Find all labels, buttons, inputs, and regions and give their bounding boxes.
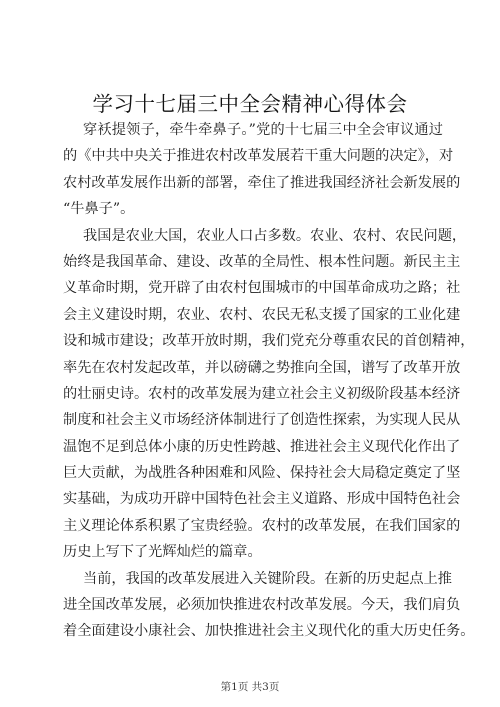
paragraph-1-line-4: “牛鼻子”。 <box>63 201 135 218</box>
paragraph-3-line-1: 当前，我国的改革发展进入关键阶段。在新的历史起点上推 <box>83 570 452 587</box>
paragraph-1-line-1: 穿袄提领子，牵牛牵鼻子。”党的十七届三中全会审议通过 <box>83 122 443 138</box>
paragraph-2-line-9: 温饱不足到总体小康的历史性跨越、推进社会主义现代化作出了 <box>63 438 461 455</box>
paragraph-1-line-2: 的《中共中央关于推进农村改革发展若干重大问题的决定》，对 <box>63 148 454 165</box>
paragraph-2-line-5: 设和城市建设；改革开放时期，我们党充分尊重农民的首创精神， <box>63 333 475 350</box>
paragraph-2-line-3: 义革命时期，党开辟了由农村包围城市的中国革命成功之路；社 <box>63 280 461 297</box>
paragraph-2-line-10: 巨大贡献，为战胜各种困难和风险、保持社会大局稳定奠定了坚 <box>63 465 461 482</box>
paragraph-2-line-4: 会主义建设时期，农业、农村、农民无私支援了国家的工业化建 <box>63 306 461 323</box>
document-title: 学习十七届三中全会精神心得体会 <box>92 92 408 116</box>
paragraph-2-line-8: 制度和社会主义市场经济体制进行了创造性探索，为实现人民从 <box>63 412 461 429</box>
paragraph-2-line-12: 主义理论体系积累了宝贵经验。农村的改革发展，在我们国家的 <box>63 517 461 534</box>
paragraph-2-line-6: 率先在农村发起改革，并以磅礴之势推向全国，谱写了改革开放 <box>63 359 461 376</box>
paragraph-2-line-13: 历史上写下了光辉灿烂的篇章。 <box>63 544 262 561</box>
paragraph-3-line-2: 进全国改革发展，必须加快推进农村改革发展。今天，我们肩负 <box>63 597 461 614</box>
document-body <box>63 117 475 645</box>
paragraph-1-line-3: 农村改革发展作出新的部署，牵住了推进我国经济社会新发展的 <box>63 174 461 191</box>
paragraph-2-line-2: 始终是我国革命、建设、改革的全局性、根本性问题。新民主主 <box>63 253 461 270</box>
paragraph-2-line-11: 实基础，为成功开辟中国特色社会主义道路、形成中国特色社会 <box>63 491 461 508</box>
paragraph-2-line-7: 的壮丽史诗。农村的改革发展为建立社会主义初级阶段基本经济 <box>63 385 461 402</box>
paragraph-2-line-1: 我国是农业大国，农业人口占多数。农业、农村、农民问题， <box>83 227 467 244</box>
page-footer: 第1页 共3页 <box>220 681 280 693</box>
paragraph-3-line-3: 着全面建设小康社会、加快推进社会主义现代化的重大历史任务。 <box>63 623 475 640</box>
